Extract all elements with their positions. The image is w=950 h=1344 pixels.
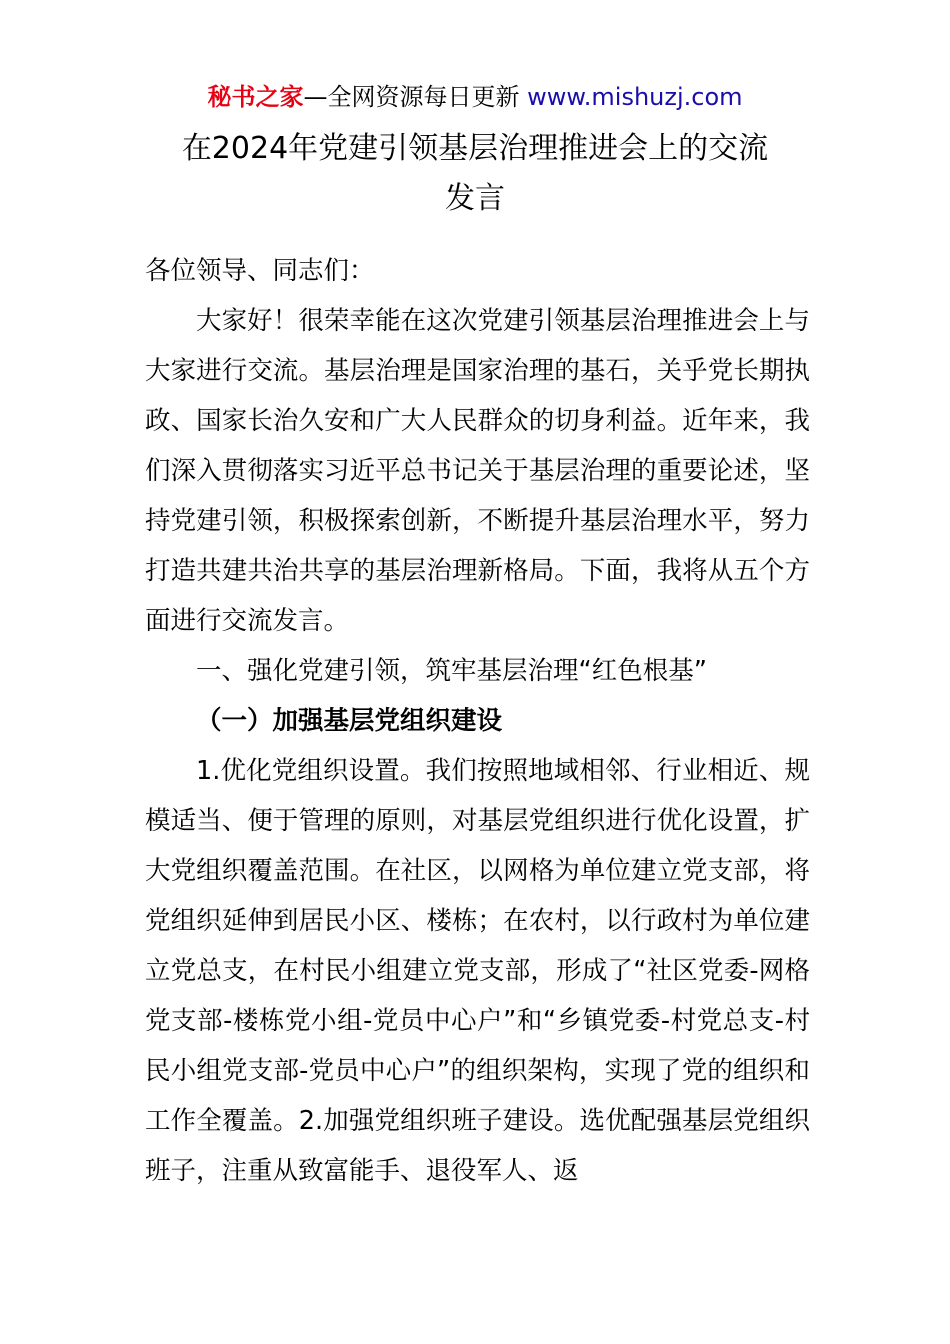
- title-line-2: 发言: [445, 181, 505, 216]
- site-tagline: —全网资源每日更新: [303, 83, 520, 111]
- document-body: [145, 246, 810, 1196]
- intro-paragraph: 大家好！很荣幸能在这次党建引领基层治理推进会上与大家进行交流。基层治理是国家治理的基石，关乎党长期执政、国家长治久安和广大人民群众的切身利益。近年来，我们深入贯彻落实习近平总书记关于基层治理的重要论述，坚持党建引领，积极探索创新，不断提升基层治理水平，努力打造共建共治共享的基层治理新格局。下面，我将从五个方面进行交流发言。: [145, 306, 810, 636]
- title-line-1: 在2024年党建引领基层治理推进会上的交流: [181, 131, 769, 166]
- site-header: [0, 80, 950, 114]
- site-url-link[interactable]: www.mishuzj.com: [527, 83, 743, 111]
- document-title: [145, 124, 805, 224]
- body-paragraph: 1.优化党组织设置。我们按照地域相邻、行业相近、规模适当、便于管理的原则，对基层党组织进行优化设置，扩大党组织覆盖范围。在社区，以网格为单位建立党支部，将党组织延伸到居民小区、楼栋；在农村，以行政村为单位建立党总支，在村民小组建立党支部，形成了“社区党委-网格党支部-楼栋党小组-党员中心户”和“乡镇党委-村党总支-村民小组党支部-党员中心户”的组织架构，实现了党的组织和工作全覆盖。2.加强党组织班子建设。选优配强基层党组织班子，注重从致富能手、退役军人、返: [145, 756, 810, 1186]
- section-heading: 一、强化党建引领，筑牢基层治理“红色根基”: [196, 656, 707, 686]
- salutation: 各位领导、同志们：: [145, 256, 375, 286]
- site-brand: 秘书之家: [207, 83, 304, 111]
- subsection-heading: （一）加强基层党组织建设: [196, 706, 503, 736]
